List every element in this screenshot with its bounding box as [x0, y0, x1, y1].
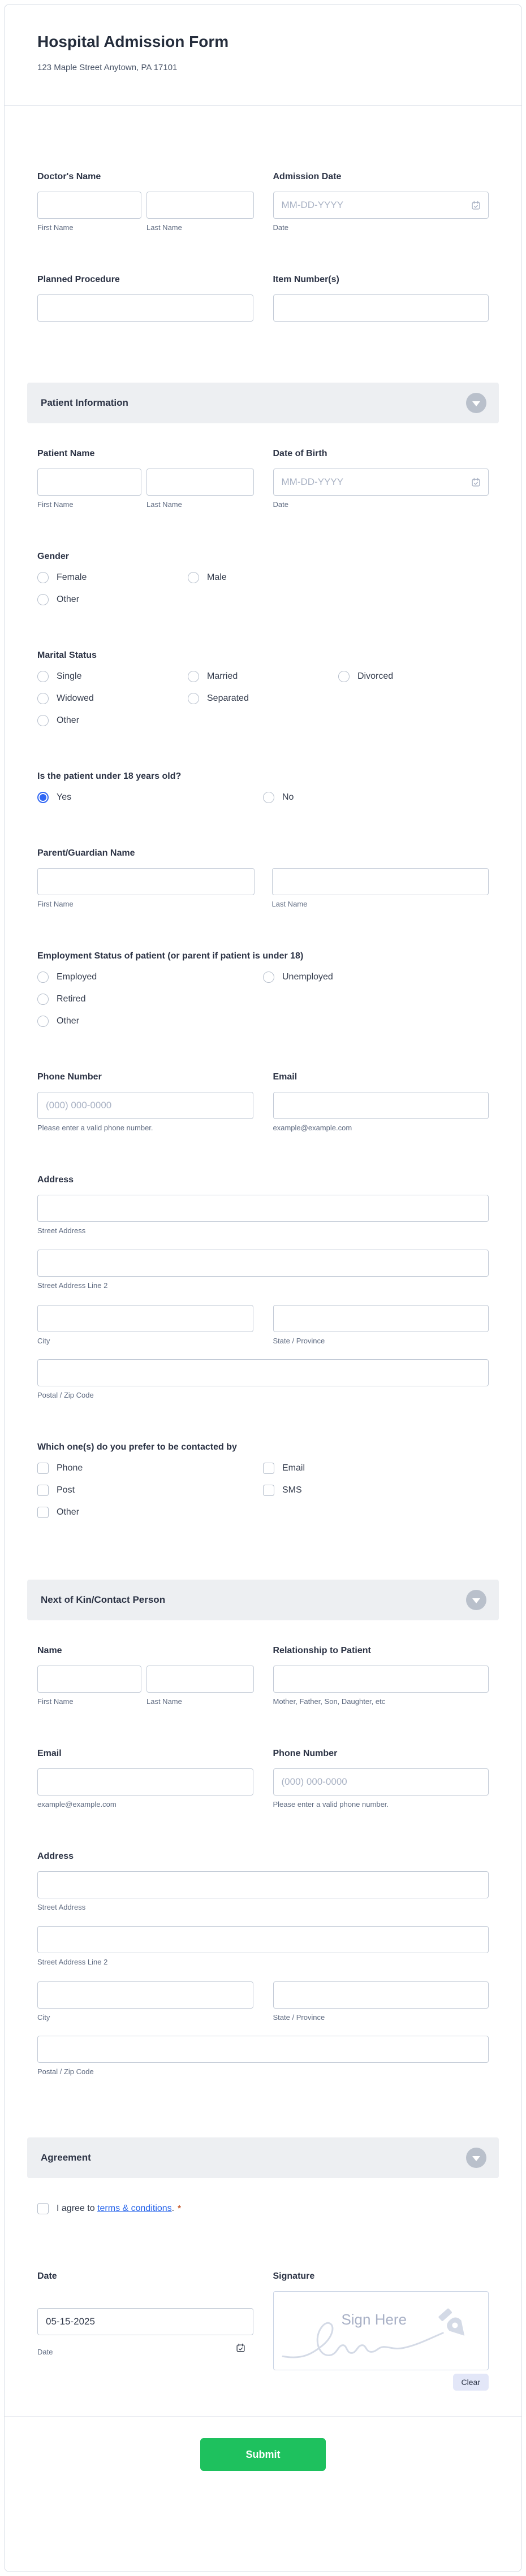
collapse-chevron-icon[interactable] — [466, 393, 486, 413]
terms-agreement-option[interactable] — [37, 2203, 489, 2214]
contact-option-phone[interactable]: Phone — [37, 1462, 263, 1475]
kin-email-input[interactable] — [37, 1768, 253, 1796]
kin-first-name-input[interactable] — [37, 1666, 141, 1693]
agree-suffix: . — [171, 2204, 175, 2213]
kin-last-name-input[interactable] — [146, 1666, 254, 1693]
agree-prefix: I agree to — [57, 2204, 95, 2213]
field-label: Parent/Guardian Name — [37, 848, 135, 858]
kin-street2-input[interactable] — [37, 1926, 489, 1953]
submit-button[interactable]: Submit — [200, 2438, 326, 2471]
gender-option-female[interactable]: Female — [37, 571, 188, 584]
under18-option-no[interactable]: No — [263, 791, 489, 804]
section-title: Next of Kin/Contact Person — [41, 1594, 166, 1605]
agreement-date-input[interactable] — [37, 2308, 253, 2335]
signature-pad[interactable] — [273, 2291, 489, 2370]
sublabel-date: Date — [37, 2348, 53, 2356]
field-kin-address — [37, 1851, 489, 2076]
calendar-icon[interactable] — [471, 478, 481, 487]
sublabel-last-name: Last Name — [146, 223, 182, 232]
sublabel-postal: Postal / Zip Code — [37, 2067, 94, 2076]
radio-icon — [37, 594, 49, 605]
marital-option-other[interactable]: Other — [37, 714, 188, 727]
field-kin-name — [37, 1645, 253, 1706]
planned-procedure-input[interactable] — [37, 294, 253, 322]
radio-icon — [37, 693, 49, 704]
field-planned-procedure — [37, 274, 253, 322]
field-patient-address — [37, 1174, 489, 1400]
field-patient-phone — [37, 1072, 253, 1133]
field-doctor-name — [37, 171, 253, 232]
doctor-last-name-input[interactable] — [146, 192, 254, 219]
field-label: Signature — [273, 2271, 315, 2281]
marital-option-single[interactable]: Single — [37, 670, 188, 683]
field-label: Phone Number — [273, 1749, 338, 1758]
patient-email-input[interactable] — [273, 1092, 489, 1119]
sublabel-last-name: Last Name — [146, 500, 182, 509]
radio-icon-selected — [37, 792, 49, 803]
employment-option-retired[interactable]: Retired — [37, 993, 263, 1005]
patient-first-name-input[interactable] — [37, 469, 141, 496]
radio-icon — [37, 1016, 49, 1027]
sign-here-placeholder: Sign Here — [341, 2311, 407, 2328]
gender-option-other[interactable]: Other — [37, 593, 188, 606]
field-terms-agreement — [37, 2203, 489, 2214]
employment-option-other[interactable]: Other — [37, 1015, 263, 1027]
sublabel-last-name: Last Name — [146, 1697, 182, 1706]
checkbox-icon — [37, 2203, 49, 2214]
submit-row — [5, 2417, 521, 2471]
field-label: Relationship to Patient — [273, 1646, 371, 1655]
field-marital-status — [37, 650, 489, 727]
sublabel-city: City — [37, 1337, 50, 1345]
field-label: Is the patient under 18 years old? — [37, 771, 182, 781]
collapse-chevron-icon[interactable] — [466, 1590, 486, 1610]
contact-option-email[interactable]: Email — [263, 1462, 489, 1475]
field-label: Date — [37, 2271, 57, 2281]
sublabel-date: Date — [273, 500, 288, 509]
section-title: Agreement — [41, 2152, 91, 2163]
field-label: Planned Procedure — [37, 275, 120, 284]
radio-icon — [37, 572, 49, 583]
terms-conditions-link[interactable]: terms & conditions — [97, 2204, 172, 2213]
sublabel-date: Date — [273, 223, 288, 232]
contact-option-post[interactable]: Post — [37, 1484, 263, 1497]
field-patient-name — [37, 448, 253, 509]
field-label: Email — [37, 1749, 62, 1758]
field-gender — [37, 551, 489, 606]
field-label: Employment Status of patient (or parent if patient is under 18) — [37, 951, 304, 961]
section-title: Patient Information — [41, 397, 128, 408]
sublabel-relationship-hint: Mother, Father, Son, Daughter, etc — [273, 1697, 386, 1706]
doctor-first-name-input[interactable] — [37, 192, 141, 219]
patient-state-input[interactable] — [273, 1305, 489, 1332]
radio-icon — [188, 671, 199, 682]
sublabel-street2: Street Address Line 2 — [37, 1281, 108, 1290]
sublabel-state: State / Province — [273, 1337, 325, 1345]
radio-icon — [37, 972, 49, 983]
field-label: Phone Number — [37, 1072, 102, 1082]
sublabel-first-name: First Name — [37, 900, 74, 908]
field-label: Marital Status — [37, 650, 97, 660]
sublabel-phone-hint: Please enter a valid phone number. — [37, 1124, 153, 1132]
field-date-of-birth — [273, 448, 489, 509]
field-label: Address — [37, 1851, 74, 1861]
guardian-first-name-input[interactable] — [37, 868, 255, 895]
admission-date-input[interactable] — [273, 192, 489, 219]
field-label: Email — [273, 1072, 298, 1082]
radio-icon — [37, 671, 49, 682]
page-title: Hospital Admission Form — [37, 33, 229, 50]
contact-option-other[interactable]: Other — [37, 1506, 263, 1519]
kin-phone-input[interactable] — [273, 1768, 489, 1796]
field-employment-status — [37, 951, 489, 1027]
field-signature — [273, 2271, 489, 2391]
sublabel-first-name: First Name — [37, 500, 74, 509]
dob-input[interactable] — [273, 469, 489, 496]
sublabel-street: Street Address — [37, 1226, 86, 1235]
sublabel-first-name: First Name — [37, 223, 74, 232]
sublabel-postal: Postal / Zip Code — [37, 1391, 94, 1399]
page-subtitle: 123 Maple Street Anytown, PA 17101 — [37, 63, 178, 72]
radio-icon — [188, 693, 199, 704]
sublabel-phone-hint: Please enter a valid phone number. — [273, 1800, 389, 1809]
marital-option-divorced[interactable]: Divorced — [338, 670, 489, 683]
field-kin-email — [37, 1748, 253, 1809]
employment-option-employed[interactable]: Employed — [37, 971, 263, 983]
checkbox-icon — [263, 1463, 274, 1474]
employment-option-unemployed[interactable]: Unemployed — [263, 971, 489, 983]
field-agreement-date — [37, 2271, 253, 2391]
signature-scribble-icon — [274, 2292, 489, 2370]
field-admission-date — [273, 171, 489, 232]
field-kin-relationship — [273, 1645, 489, 1706]
field-label: Name — [37, 1646, 62, 1655]
field-label: Gender — [37, 552, 70, 561]
form-card — [4, 4, 522, 2572]
checkbox-icon — [37, 1485, 49, 1496]
checkbox-icon — [263, 1485, 274, 1496]
item-numbers-input[interactable] — [273, 294, 489, 322]
radio-icon — [263, 792, 274, 803]
gender-option-male[interactable]: Male — [188, 571, 338, 584]
field-under-18 — [37, 771, 489, 804]
checkbox-icon — [37, 1507, 49, 1518]
patient-phone-input[interactable] — [37, 1092, 253, 1119]
patient-street-input[interactable] — [37, 1195, 489, 1222]
section-bar-patient-information[interactable] — [27, 383, 499, 423]
field-patient-email — [273, 1072, 489, 1133]
patient-last-name-input[interactable] — [146, 469, 254, 496]
guardian-last-name-input[interactable] — [272, 868, 489, 895]
required-asterisk: * — [178, 2204, 181, 2213]
collapse-chevron-icon[interactable] — [466, 2148, 486, 2168]
marital-option-widowed[interactable]: Widowed — [37, 692, 188, 705]
section-bar-next-of-kin[interactable] — [27, 1580, 499, 1620]
radio-icon — [37, 994, 49, 1005]
kin-street-input[interactable] — [37, 1871, 489, 1898]
calendar-check-icon[interactable] — [236, 2343, 245, 2353]
field-label: Date of Birth — [273, 449, 327, 458]
sublabel-first-name: First Name — [37, 1697, 74, 1706]
checkbox-icon — [37, 1463, 49, 1474]
field-label: Address — [37, 1175, 74, 1185]
kin-state-input[interactable] — [273, 1981, 489, 2009]
marital-option-separated[interactable]: Separated — [188, 692, 338, 705]
signature-clear-button[interactable]: Clear — [453, 2374, 489, 2391]
kin-city-input[interactable] — [37, 1981, 253, 2009]
contact-option-sms[interactable]: SMS — [263, 1484, 489, 1497]
sublabel-street: Street Address — [37, 1903, 86, 1911]
kin-relationship-input[interactable] — [273, 1666, 489, 1693]
sublabel-street2: Street Address Line 2 — [37, 1958, 108, 1966]
field-contact-preference — [37, 1442, 489, 1519]
field-label: Patient Name — [37, 449, 95, 458]
form-header — [5, 5, 521, 73]
field-label: Doctor's Name — [37, 172, 101, 181]
under18-option-yes[interactable]: Yes — [37, 791, 263, 804]
calendar-icon[interactable] — [471, 201, 481, 210]
sublabel-state: State / Province — [273, 2013, 325, 2022]
field-item-numbers — [273, 274, 489, 322]
radio-icon — [37, 715, 49, 726]
sublabel-city: City — [37, 2013, 50, 2022]
kin-postal-input[interactable] — [37, 2036, 489, 2063]
marital-option-married[interactable]: Married — [188, 670, 338, 683]
patient-street2-input[interactable] — [37, 1250, 489, 1277]
section-bar-agreement[interactable] — [27, 2137, 499, 2178]
field-label: Item Number(s) — [273, 275, 339, 284]
sublabel-last-name: Last Name — [271, 900, 308, 908]
radio-icon — [338, 671, 350, 682]
sublabel-email-hint: example@example.com — [37, 1800, 117, 1809]
radio-icon — [188, 572, 199, 583]
field-kin-phone — [273, 1748, 489, 1809]
sublabel-email-hint: example@example.com — [273, 1124, 352, 1132]
radio-icon — [263, 972, 274, 983]
field-guardian-name — [37, 848, 489, 909]
patient-city-input[interactable] — [37, 1305, 253, 1332]
patient-postal-input[interactable] — [37, 1359, 489, 1386]
field-label: Which one(s) do you prefer to be contacted by — [37, 1442, 237, 1452]
field-label: Admission Date — [273, 172, 342, 181]
